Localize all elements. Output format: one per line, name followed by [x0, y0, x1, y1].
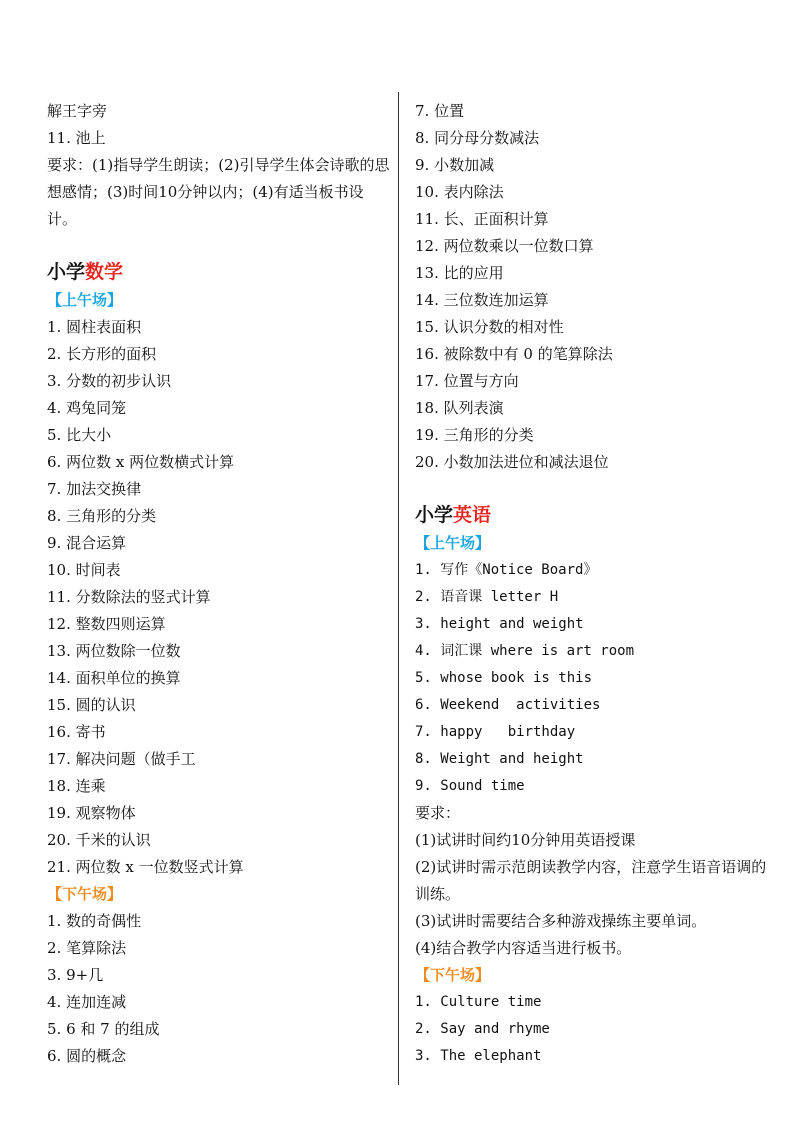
list-item: 10. 表内除法 — [415, 183, 504, 201]
list-item: 6. Weekend activities — [415, 697, 601, 713]
english-pm-list — [415, 989, 775, 1070]
chinese-lesson-tail — [47, 98, 392, 152]
list-item: 7. 位置 — [415, 102, 465, 120]
list-item: 2. 笔算除法 — [47, 939, 127, 957]
requirement-item: (4)结合教学内容适当进行板书。 — [415, 939, 632, 957]
list-item: 1. 写作《Notice Board》 — [415, 562, 598, 578]
list-item: 13. 比的应用 — [415, 264, 504, 282]
list-item: 8. Weight and height — [415, 751, 584, 767]
math-section-title: 小学数学 — [47, 261, 124, 283]
english-am-list — [415, 557, 775, 800]
list-item: 13. 两位数除一位数 — [47, 642, 181, 660]
math-am-list — [47, 314, 392, 881]
list-item: 5. whose book is this — [415, 670, 593, 686]
list-item: 12. 两位数乘以一位数口算 — [415, 237, 594, 255]
list-item: 6. 两位数 x 两位数横式计算 — [47, 453, 235, 471]
column-divider — [398, 92, 399, 1085]
math-pm-label: 【下午场】 — [47, 885, 123, 903]
list-item: 9. Sound time — [415, 778, 525, 794]
list-item: 5. 6 和 7 的组成 — [47, 1020, 160, 1038]
list-item: 18. 队列表演 — [415, 399, 504, 417]
list-item: 1. 圆柱表面积 — [47, 318, 142, 336]
list-item: 11. 长、正面积计算 — [415, 210, 549, 228]
list-item: 11. 分数除法的竖式计算 — [47, 588, 211, 606]
list-item: 3. 分数的初步认识 — [47, 372, 172, 390]
english-requirement-title: 要求： — [415, 804, 461, 822]
list-item: 10. 时间表 — [47, 561, 121, 579]
list-item: 8. 三角形的分类 — [47, 507, 157, 525]
list-item: 3. 9+几 — [47, 966, 104, 984]
english-pm-label: 【下午场】 — [415, 966, 491, 984]
list-item: 3. The elephant — [415, 1048, 542, 1064]
math-pm-list-continued — [415, 98, 775, 476]
chinese-requirement: 要求：(1)指导学生朗读；(2)引导学生体会诗歌的思想感情；(3)时间10分钟以内；(4)有适当板书设计。 — [47, 156, 390, 228]
list-item: 15. 认识分数的相对性 — [415, 318, 564, 336]
list-item: 16. 被除数中有 0 的笔算除法 — [415, 345, 613, 363]
list-item: 7. happy birthday — [415, 724, 576, 740]
list-item: 9. 混合运算 — [47, 534, 127, 552]
list-item: 20. 小数加法进位和减法退位 — [415, 453, 609, 471]
list-item: 4. 鸡兔同笼 — [47, 399, 127, 417]
english-section-title: 小学英语 — [415, 504, 492, 526]
requirement-item: (3)试讲时需要结合多种游戏操练主要单词。 — [415, 912, 707, 930]
list-item: 16. 寄书 — [47, 723, 106, 741]
left-column — [47, 98, 392, 1070]
english-requirement-list — [415, 827, 775, 962]
list-item: 21. 两位数 x 一位数竖式计算 — [47, 858, 244, 876]
list-item: 7. 加法交换律 — [47, 480, 142, 498]
text-line: 11. 池上 — [47, 129, 106, 147]
list-item: 18. 连乘 — [47, 777, 106, 795]
math-pm-list — [47, 908, 392, 1070]
list-item: 19. 观察物体 — [47, 804, 136, 822]
list-item: 14. 面积单位的换算 — [47, 669, 181, 687]
list-item: 17. 解决问题（做手工 — [47, 750, 196, 768]
list-item: 3. height and weight — [415, 616, 584, 632]
list-item: 15. 圆的认识 — [47, 696, 136, 714]
text-line: 解王字旁 — [47, 102, 108, 120]
list-item: 4. 连加连减 — [47, 993, 127, 1011]
list-item: 6. 圆的概念 — [47, 1047, 127, 1065]
english-am-label: 【上午场】 — [415, 534, 491, 552]
list-item: 4. 词汇课 where is art room — [415, 643, 635, 659]
list-item: 8. 同分母分数减法 — [415, 129, 540, 147]
list-item: 12. 整数四则运算 — [47, 615, 166, 633]
list-item: 5. 比大小 — [47, 426, 112, 444]
list-item: 1. 数的奇偶性 — [47, 912, 142, 930]
list-item: 2. Say and rhyme — [415, 1021, 550, 1037]
list-item: 9. 小数加减 — [415, 156, 495, 174]
requirement-item: (2)试讲时需示范朗读教学内容，注意学生语音语调的训练。 — [415, 858, 767, 903]
list-item: 14. 三位数连加运算 — [415, 291, 549, 309]
list-item: 17. 位置与方向 — [415, 372, 519, 390]
list-item: 2. 语音课 letter H — [415, 589, 559, 605]
right-column — [415, 98, 775, 1070]
list-item: 20. 千米的认识 — [47, 831, 151, 849]
list-item: 19. 三角形的分类 — [415, 426, 534, 444]
list-item: 2. 长方形的面积 — [47, 345, 157, 363]
math-am-label: 【上午场】 — [47, 291, 123, 309]
list-item: 1. Culture time — [415, 994, 542, 1010]
requirement-item: (1)试讲时间约10分钟用英语授课 — [415, 831, 636, 849]
